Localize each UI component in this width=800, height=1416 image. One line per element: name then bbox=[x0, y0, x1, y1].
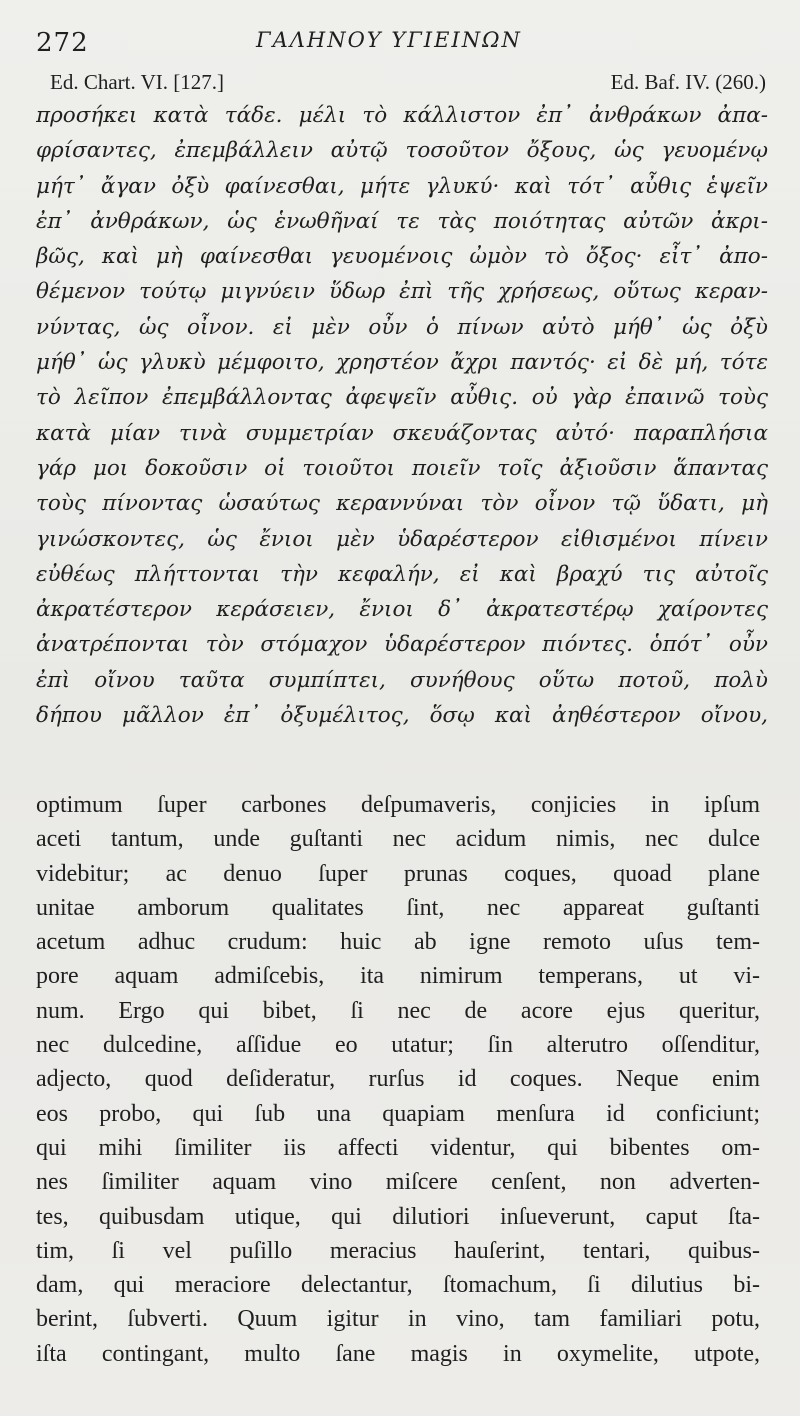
greek-text-line: τὸ λεῖπον ἐπεμβάλλοντας ἀφεψεῖν αὖθις. οὐ γὰρ ἐπαινῶ τοὺς bbox=[36, 385, 768, 411]
latin-text-line: iſta contingant, multo ſane magis in oxymelite, utpote, bbox=[36, 1340, 760, 1367]
latin-text-line: eos probo, qui ſub una quapiam menſura id conficiunt; bbox=[36, 1100, 760, 1127]
latin-text-line: nes ſimiliter aquam vino miſcere cenſent, non adverten- bbox=[36, 1169, 760, 1196]
latin-text-line: num. Ergo qui bibet, ſi nec de acore ejus queritur, bbox=[36, 997, 760, 1024]
greek-text-line: νύντας, ὡς οἶνον. εἰ μὲν οὖν ὁ πίνων αὐτὸ μήθ᾽ ὡς ὀξὺ bbox=[36, 314, 768, 340]
greek-text-line: ἐπὶ οἴνου ταῦτα συμπίπτει, συνήθους οὕτω ποτοῦ, πολὺ bbox=[36, 667, 768, 693]
greek-text-line: προσήκει κατὰ τάδε. μέλι τὸ κάλλιστον ἐπ᾽ ἀνθράκων ἀπα- bbox=[36, 103, 768, 128]
latin-text-line: tes, quibusdam utique, qui dilutiori inſueverunt, caput ſta- bbox=[36, 1203, 760, 1230]
greek-text-line: γάρ μοι δοκοῦσιν οἱ τοιοῦτοι ποιεῖν τοῖς ἀξιοῦσιν ἅπαντας bbox=[36, 455, 768, 481]
latin-text-line: acetum adhuc crudum: huic ab igne remoto uſus tem- bbox=[36, 929, 760, 956]
latin-text-line: videbitur; ac denuo ſuper prunas coques, quoad plane bbox=[36, 860, 760, 887]
latin-text-line: dam, qui meraciore delectantur, ſtomachum, ſi dilutius bi- bbox=[36, 1272, 760, 1299]
greek-text-line: μήτ᾽ ἄγαν ὀξὺ φαίνεσθαι, μήτε γλυκύ· καὶ τότ᾽ αὖθις ἑψεῖν bbox=[36, 173, 768, 199]
greek-text-line: μήθ᾽ ὡς γλυκὺ μέμφοιτο, χρηστέον ἄχρι παντός· εἰ δὲ μή, τότε bbox=[36, 350, 768, 376]
greek-text-line: ἀκρατέστερον κεράσειεν, ἔνιοι δ᾽ ἀκρατεστέρῳ χαίροντες bbox=[36, 597, 768, 623]
greek-text-line: βῶς, καὶ μὴ φαίνεσθαι γευομένοις ὠμὸν τὸ ὄξος· εἶτ᾽ ἀπο- bbox=[36, 244, 768, 270]
greek-text-line: θέμενον τούτῳ μιγνύειν ὕδωρ ἐπὶ τῆς χρήσεως, οὕτως κεραν- bbox=[36, 279, 768, 305]
greek-text-block bbox=[36, 98, 768, 733]
latin-text-line: qui mihi ſimiliter iis affecti videntur, qui bibentes om- bbox=[36, 1134, 760, 1161]
latin-text-line: adjecto, quod deſideratur, rurſus id coques. Neque enim bbox=[36, 1066, 760, 1093]
latin-text-line: tim, ſi vel puſillo meracius hauſerint, tentari, quibus- bbox=[36, 1237, 760, 1264]
page-number: 272 bbox=[36, 28, 89, 58]
greek-text-line: δήπου μᾶλλον ἐπ᾽ ὀξυμέλιτος, ὅσῳ καὶ ἀηθέστερον οἴνου, bbox=[36, 703, 768, 729]
greek-text-line: εὐθέως πλήττονται τὴν κεφαλήν, εἰ καὶ βραχύ τις αὐτοῖς bbox=[36, 561, 768, 587]
page-header bbox=[36, 26, 770, 62]
latin-text-line: aceti tantum, unde guſtanti nec acidum nimis, nec dulce bbox=[36, 826, 760, 853]
latin-text-line: pore aquam admiſcebis, ita nimirum temperans, ut vi- bbox=[36, 963, 760, 990]
greek-text-line: κατὰ μίαν τινὰ συμμετρίαν σκευάζοντας αὐτό· παραπλήσια bbox=[36, 420, 768, 446]
edition-reference-line bbox=[50, 70, 766, 100]
latin-text-line: nec dulcedine, aſſidue eo utatur; ſin alterutro oſſenditur, bbox=[36, 1032, 760, 1059]
latin-text-line: unitae amborum qualitates ſint, nec appareat guſtanti bbox=[36, 894, 760, 921]
running-title: ΓΑΛΗΝΟΥ ΥΓΙΕΙΝΩΝ bbox=[256, 28, 522, 52]
greek-text-line: ἐπ᾽ ἀνθράκων, ὡς ἑνωθῆναί τε τὰς ποιότητας αὐτῶν ἀκρι- bbox=[36, 208, 768, 234]
latin-text-block bbox=[36, 788, 760, 1371]
edition-basel-reference: Ed. Baf. IV. (260.) bbox=[610, 70, 766, 94]
edition-chartier-reference: Ed. Chart. VI. [127.] bbox=[50, 70, 224, 94]
latin-text-line: optimum ſuper carbones deſpumaveris, conjicies in ipſum bbox=[36, 792, 760, 818]
greek-text-line: τοὺς πίνοντας ὡσαύτως κεραννύναι τὸν οἶνον τῷ ὕδατι, μὴ bbox=[36, 491, 768, 517]
latin-text-line: berint, ſubverti. Quum igitur in vino, tam familiari potu, bbox=[36, 1306, 760, 1333]
greek-text-line: ἀνατρέπονται τὸν στόμαχον ὑδαρέστερον πιόντες. ὁπότ᾽ οὖν bbox=[36, 632, 768, 658]
greek-text-line: φρίσαντες, ἐπεμβάλλειν αὐτῷ τοσοῦτον ὄξους, ὡς γευομένῳ bbox=[36, 138, 768, 164]
greek-text-line: γινώσκοντες, ὡς ἔνιοι μὲν ὑδαρέστερον εἰθισμένοι πίνειν bbox=[36, 526, 768, 552]
